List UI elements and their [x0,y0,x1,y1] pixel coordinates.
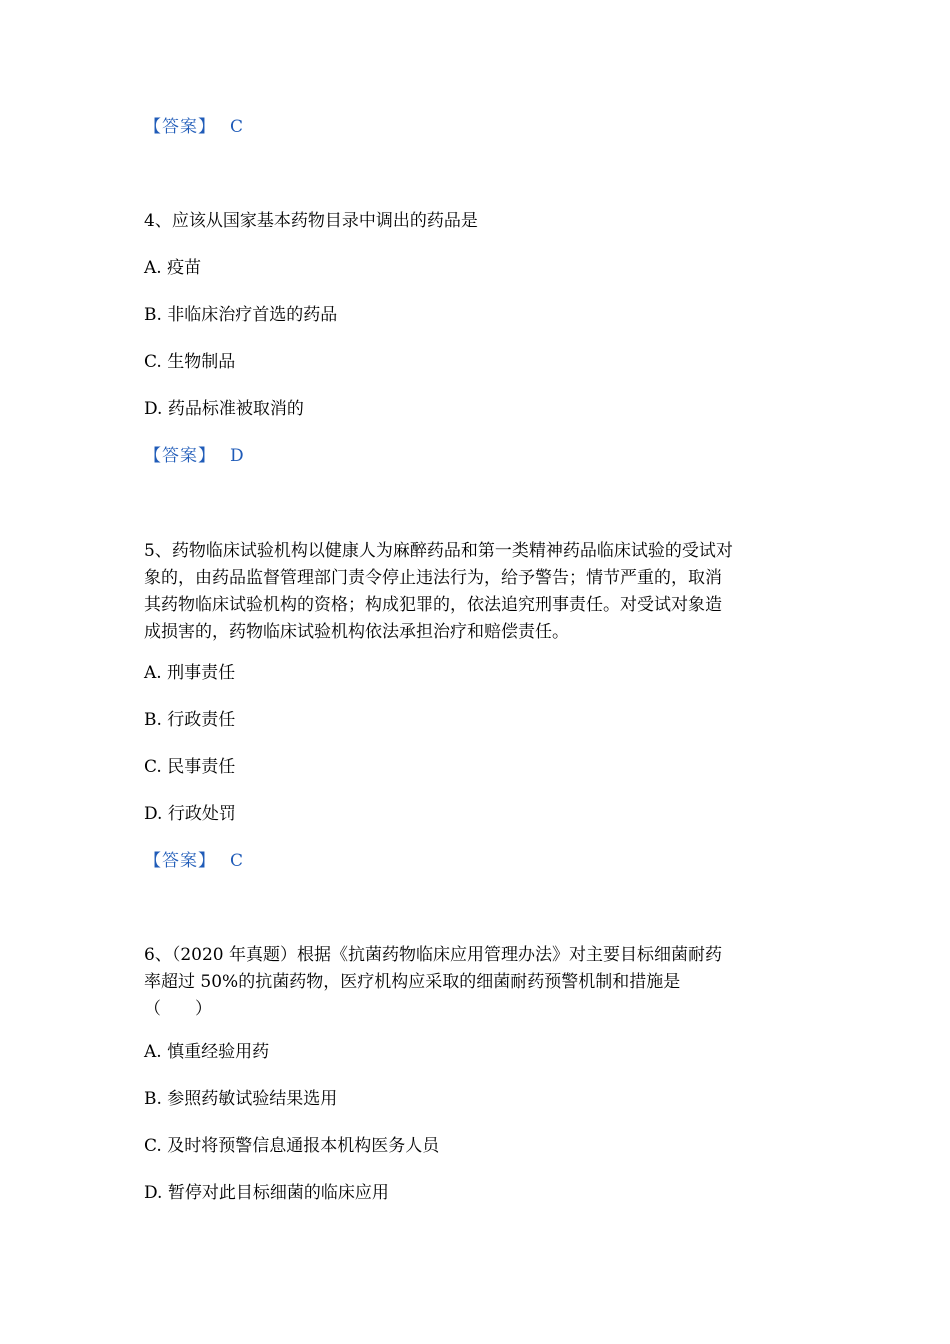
answer-label: 【答案】 [144,851,216,871]
option-c: C. 生物制品 [144,352,236,372]
question-stem [144,942,814,1023]
option-a: A. 慎重经验用药 [144,1042,270,1062]
answer-line [144,443,244,469]
question-stem [144,538,814,646]
answer-value: C [230,851,244,871]
answer-label: 【答案】 [144,117,216,137]
question-stem: 4、应该从国家基本药物目录中调出的药品是 [144,211,478,231]
option-c: C. 民事责任 [144,757,236,777]
option-d: D. 药品标准被取消的 [144,399,304,419]
answer-line [144,848,243,874]
option-b: B. 行政责任 [144,710,236,730]
option-b: B. 非临床治疗首选的药品 [144,305,338,325]
answer-line [144,114,243,140]
stem-line: 其药物临床试验机构的资格；构成犯罪的，依法追究刑事责任。对受试对象造 [144,595,722,615]
stem-line: 象的，由药品监督管理部门责令停止违法行为，给予警告；情节严重的，取消 [144,568,722,588]
answer-label: 【答案】 [144,446,216,466]
option-d: D. 暂停对此目标细菌的临床应用 [144,1183,389,1203]
answer-value: C [230,117,244,137]
answer-value: D [230,446,244,466]
option-a: A. 刑事责任 [144,663,236,683]
stem-line: 5、药物临床试验机构以健康人为麻醉药品和第一类精神药品临床试验的受试对 [144,541,733,561]
option-b: B. 参照药敏试验结果选用 [144,1089,338,1109]
stem-line: （ ） [144,999,212,1019]
stem-line: 率超过 50%的抗菌药物，医疗机构应采取的细菌耐药预警机制和措施是 [144,972,681,992]
option-d: D. 行政处罚 [144,804,236,824]
option-c: C. 及时将预警信息通报本机构医务人员 [144,1136,440,1156]
stem-line: 6、（2020 年真题）根据《抗菌药物临床应用管理办法》对主要目标细菌耐药 [144,945,722,965]
stem-line: 成损害的，药物临床试验机构依法承担治疗和赔偿责任。 [144,622,569,642]
option-a: A. 疫苗 [144,258,202,278]
